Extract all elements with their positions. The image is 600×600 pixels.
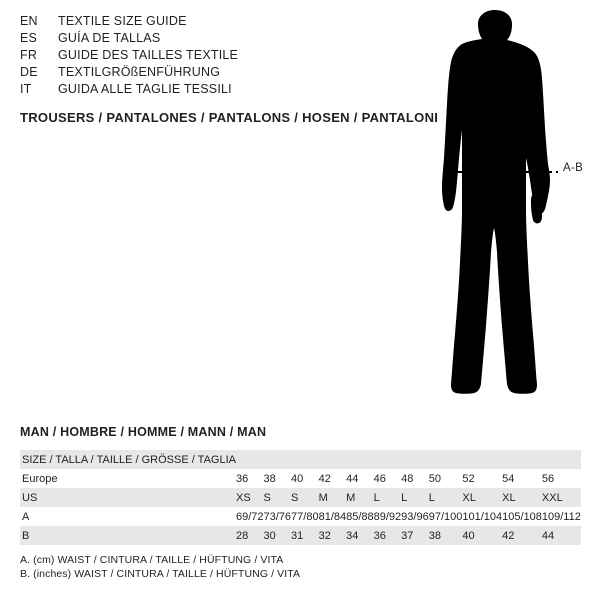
language-code: IT [20, 82, 32, 96]
cell [291, 450, 319, 469]
language-row [20, 31, 350, 48]
male-silhouette-icon [400, 10, 600, 410]
cell: 40 [291, 472, 304, 485]
cell: 89/92 [373, 510, 402, 523]
cell: 36 [235, 472, 249, 485]
row-label: US [22, 491, 38, 504]
row-label: Europe [22, 472, 58, 485]
language-row [20, 82, 350, 99]
language-code: EN [20, 14, 38, 28]
cell: 69/72 [235, 510, 264, 523]
cell: 48 [401, 472, 414, 485]
cell: 34 [346, 529, 359, 542]
language-text: GUÍA DE TALLAS [58, 31, 161, 45]
cell: XL [502, 491, 516, 504]
cell: 38 [263, 472, 276, 485]
cell: 40 [462, 529, 475, 542]
cell: XS [235, 491, 251, 504]
cell: 73/76 [263, 510, 292, 523]
table-row [20, 469, 581, 488]
row-label: SIZE / TALLA / TAILLE / GRÖSSE / TAGLIA [22, 453, 236, 466]
cell: 36 [373, 529, 386, 542]
cell: 32 [318, 529, 331, 542]
cell: 105/108 [502, 510, 542, 523]
category-title: TROUSERS / PANTALONES / PANTALONS / HOSEN / PANTALONI [20, 110, 439, 125]
language-row [20, 48, 350, 65]
cell: 77/80 [291, 510, 319, 523]
table-row [20, 526, 581, 545]
cell: 52 [462, 472, 475, 485]
cell: 42 [318, 472, 331, 485]
language-code: DE [20, 65, 38, 79]
cell: 37 [401, 529, 414, 542]
table-row [20, 507, 581, 526]
cell: S [291, 491, 299, 504]
language-text: GUIDE DES TAILLES TEXTILE [58, 48, 239, 62]
cell: 31 [291, 529, 304, 542]
cell: 81/84 [318, 510, 347, 523]
size-table [20, 450, 581, 545]
cell: 42 [502, 529, 515, 542]
language-code: ES [20, 31, 38, 45]
cell: 56 [541, 472, 555, 485]
cell: 28 [235, 529, 249, 542]
cell [401, 450, 429, 469]
cell: S [263, 491, 271, 504]
language-text: TEXTILGRÖßENFÜHRUNG [58, 65, 221, 79]
cell: 54 [502, 472, 515, 485]
cell: 93/96 [401, 510, 429, 523]
cell: 44 [541, 529, 555, 542]
cell [319, 450, 347, 469]
cell: L [401, 491, 408, 504]
cell: 50 [428, 472, 441, 485]
cell: 101/104 [462, 510, 503, 523]
table-row [20, 488, 581, 507]
cell [462, 450, 502, 469]
cell: XL [462, 491, 476, 504]
cell: L [373, 491, 380, 504]
footnotes [20, 553, 300, 581]
cell [542, 450, 581, 469]
cell [236, 450, 264, 469]
language-row [20, 14, 350, 31]
footnote-a: A. (cm) WAIST / CINTURA / TAILLE / HÜFTUNG / VITA [20, 554, 284, 566]
cell: M [346, 491, 356, 504]
cell: XXL [541, 491, 563, 504]
row-label: B [22, 529, 30, 542]
cell: 97/100 [428, 510, 463, 523]
gender-title: MAN / HOMBRE / HOMME / MANN / MAN [20, 425, 267, 439]
cell [374, 450, 402, 469]
cell [502, 450, 542, 469]
table-row [20, 450, 581, 469]
cell: 85/88 [346, 510, 374, 523]
cell [429, 450, 463, 469]
cell: 38 [428, 529, 441, 542]
cell [346, 450, 374, 469]
cell: M [318, 491, 328, 504]
cell: 46 [373, 472, 386, 485]
figure-illustration [400, 10, 600, 410]
language-text: TEXTILE SIZE GUIDE [58, 14, 187, 28]
language-list [20, 14, 350, 99]
footnote-b: B. (inches) WAIST / CINTURA / TAILLE / HÜFTUNG / VITA [20, 568, 301, 580]
cell: 30 [263, 529, 276, 542]
measurement-label-ab: A-B [563, 162, 584, 174]
cell [264, 450, 292, 469]
cell: L [428, 491, 435, 504]
cell: 44 [346, 472, 359, 485]
cell: 109/112 [541, 510, 581, 523]
language-row [20, 65, 350, 82]
row-label: A [22, 510, 30, 523]
language-text: GUIDA ALLE TAGLIE TESSILI [58, 82, 232, 96]
language-code: FR [20, 48, 38, 62]
